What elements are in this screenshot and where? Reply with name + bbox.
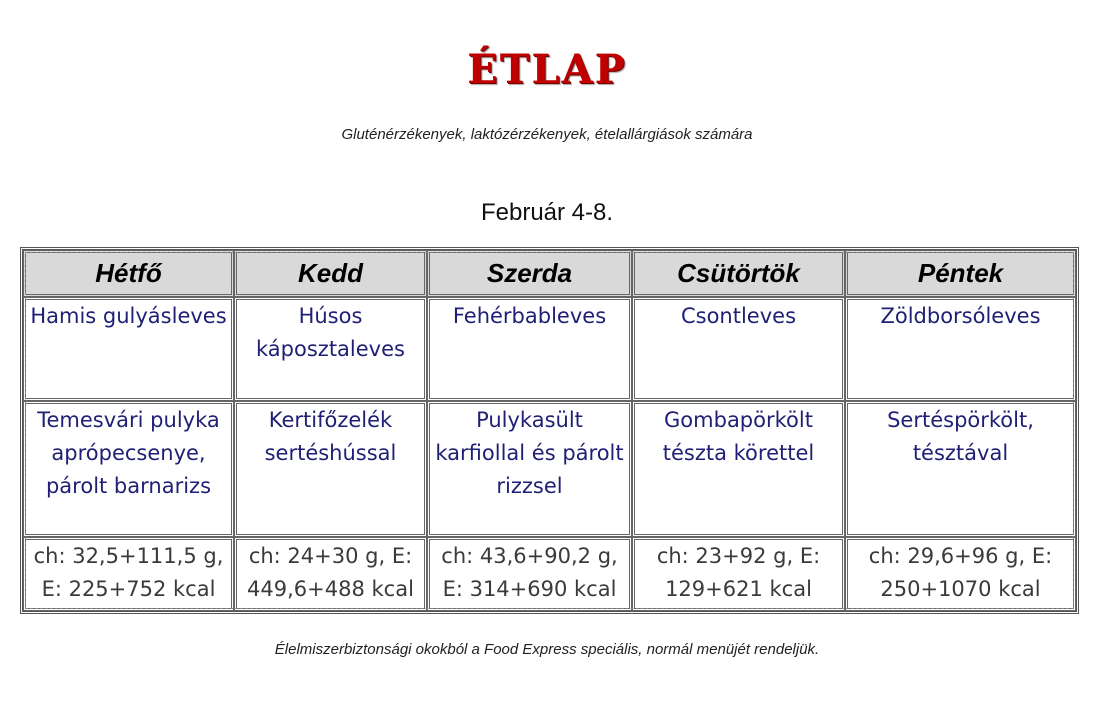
- main-thursday: Gombapörkölt tészta körettel: [632, 401, 845, 537]
- day-header-monday: Hétfő: [23, 250, 234, 297]
- footer-note: Élelmiszerbiztonsági okokból a Food Express speciális, normál menüjét rendeljük.: [274, 641, 820, 658]
- main-friday: Sertéspörkölt, tésztával: [845, 401, 1076, 537]
- main-course-row: [23, 401, 1076, 537]
- soup-friday: Zöldborsóleves: [845, 297, 1076, 401]
- main-monday: Temesvári pulyka aprópecsenye, párolt barnarizs: [23, 401, 234, 537]
- nutrition-thursday: ch: 23+92 g, E: 129+621 kcal: [632, 537, 845, 611]
- soup-wednesday: Fehérbableves: [427, 297, 632, 401]
- date-range: Február 4-8.: [480, 199, 614, 226]
- nutrition-row: [23, 537, 1076, 611]
- soup-tuesday: Húsos káposztaleves: [234, 297, 427, 401]
- nutrition-monday: ch: 32,5+111,5 g, E: 225+752 kcal: [23, 537, 234, 611]
- soup-thursday: Csontleves: [632, 297, 845, 401]
- main-tuesday: Kertifőzelék sertéshússal: [234, 401, 427, 537]
- nutrition-wednesday: ch: 43,6+90,2 g, E: 314+690 kcal: [427, 537, 632, 611]
- page-title: ÉTLAP: [467, 46, 627, 93]
- menu-table: [20, 247, 1079, 614]
- header-row: [23, 250, 1076, 297]
- day-header-friday: Péntek: [845, 250, 1076, 297]
- day-header-tuesday: Kedd: [234, 250, 427, 297]
- soup-monday: Hamis gulyásleves: [23, 297, 234, 401]
- nutrition-tuesday: ch: 24+30 g, E: 449,6+488 kcal: [234, 537, 427, 611]
- soup-row: [23, 297, 1076, 401]
- day-header-wednesday: Szerda: [427, 250, 632, 297]
- main-wednesday: Pulykasült karfiollal és párolt rizzsel: [427, 401, 632, 537]
- day-header-thursday: Csütörtök: [632, 250, 845, 297]
- nutrition-friday: ch: 29,6+96 g, E: 250+1070 kcal: [845, 537, 1076, 611]
- subtitle: Gluténérzékenyek, laktózérzékenyek, ételallárgiások számára: [341, 126, 753, 143]
